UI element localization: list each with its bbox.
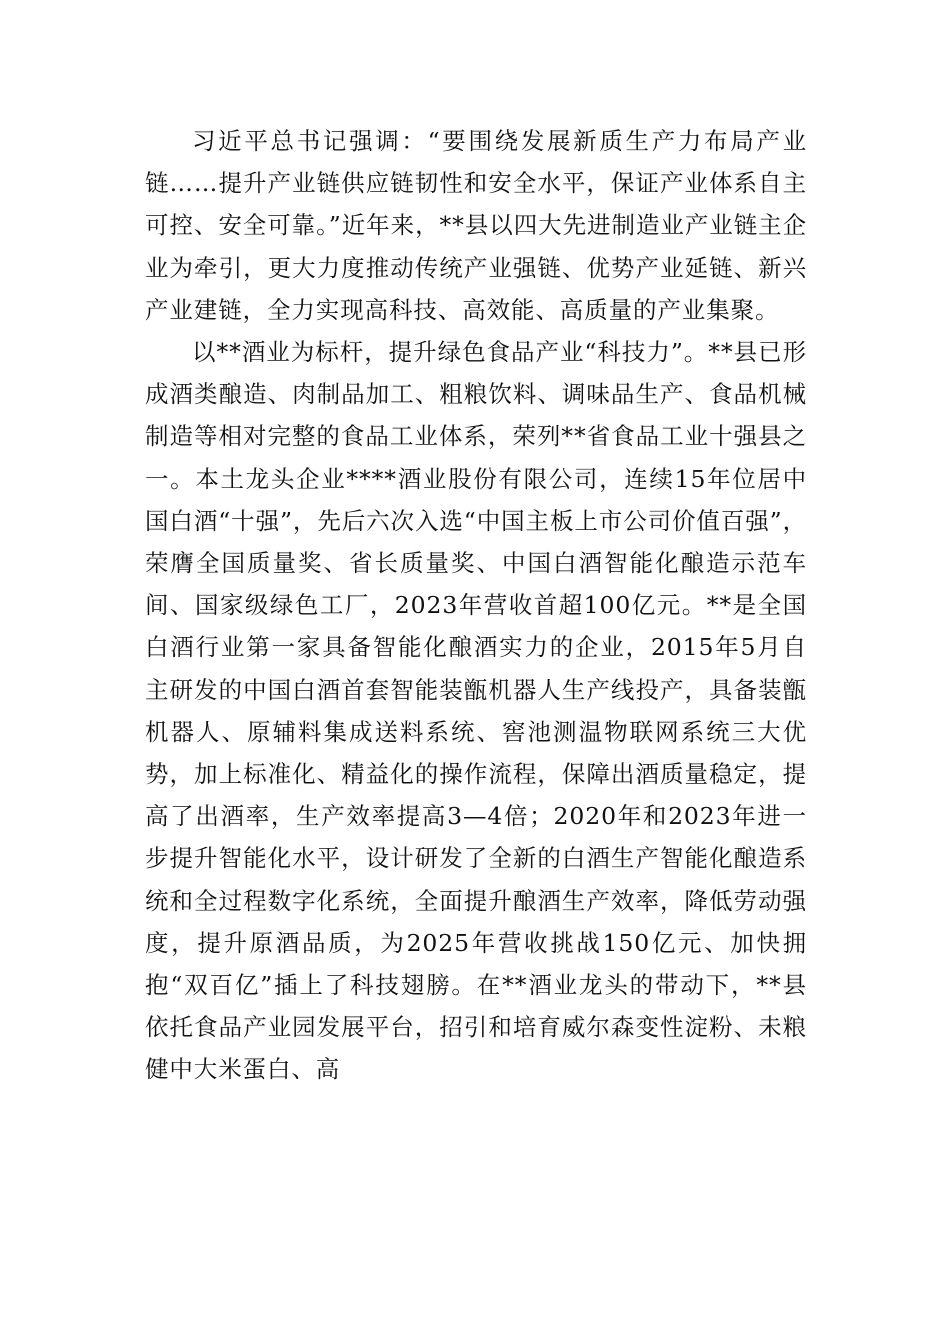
document-body: [145, 120, 807, 1091]
paragraph-liquor-industry: 以**酒业为标杆，提升绿色食品产业“科技力”。**县已形成酒类酿造、肉制品加工、粗粮饮料、调味品生产、食品机械制造等相对完整的食品工业体系，荣列**省食品工业十强县之一。本土龙头企业****酒业股份有限公司，连续15年位居中国白酒“十强”，先后六次入选“中国主板上市公司价值百强”，荣膺全国质量奖、省长质量奖、中国白酒智能化酿造示范车间、国家级绿色工厂，2023年营收首超100亿元。**是全国白酒行业第一家具备智能化酿酒实力的企业，2015年5月自主研发的中国白酒首套智能装甑机器人生产线投产，具备装甑机器人、原辅料集成送料系统、窖池测温物联网系统三大优势，加上标准化、精益化的操作流程，保障出酒质量稳定，提高了出酒率，生产效率提高3—4倍；2020年和2023年进一步提升智能化水平，设计研发了全新的白酒生产智能化酿造系统和全过程数字化系统，全面提升酿酒生产效率，降低劳动强度，提升原酒品质，为2025年营收挑战150亿元、加快拥抱“双百亿”插上了科技翅膀。在**酒业龙头的带动下，**县依托食品产业园发展平台，招引和培育威尔森变性淀粉、未粮健中大米蛋白、高: [145, 338, 807, 1084]
paragraph-intro: 习近平总书记强调：“要围绕发展新质生产力布局产业链……提升产业链供应链韧性和安全水平，保证产业体系自主可控、安全可靠。”近年来，**县以四大先进制造业产业链主企业为牵引，更大力度推动传统产业强链、优势产业延链、新兴产业建链，全力实现高科技、高效能、高质量的产业集聚。: [145, 127, 807, 324]
